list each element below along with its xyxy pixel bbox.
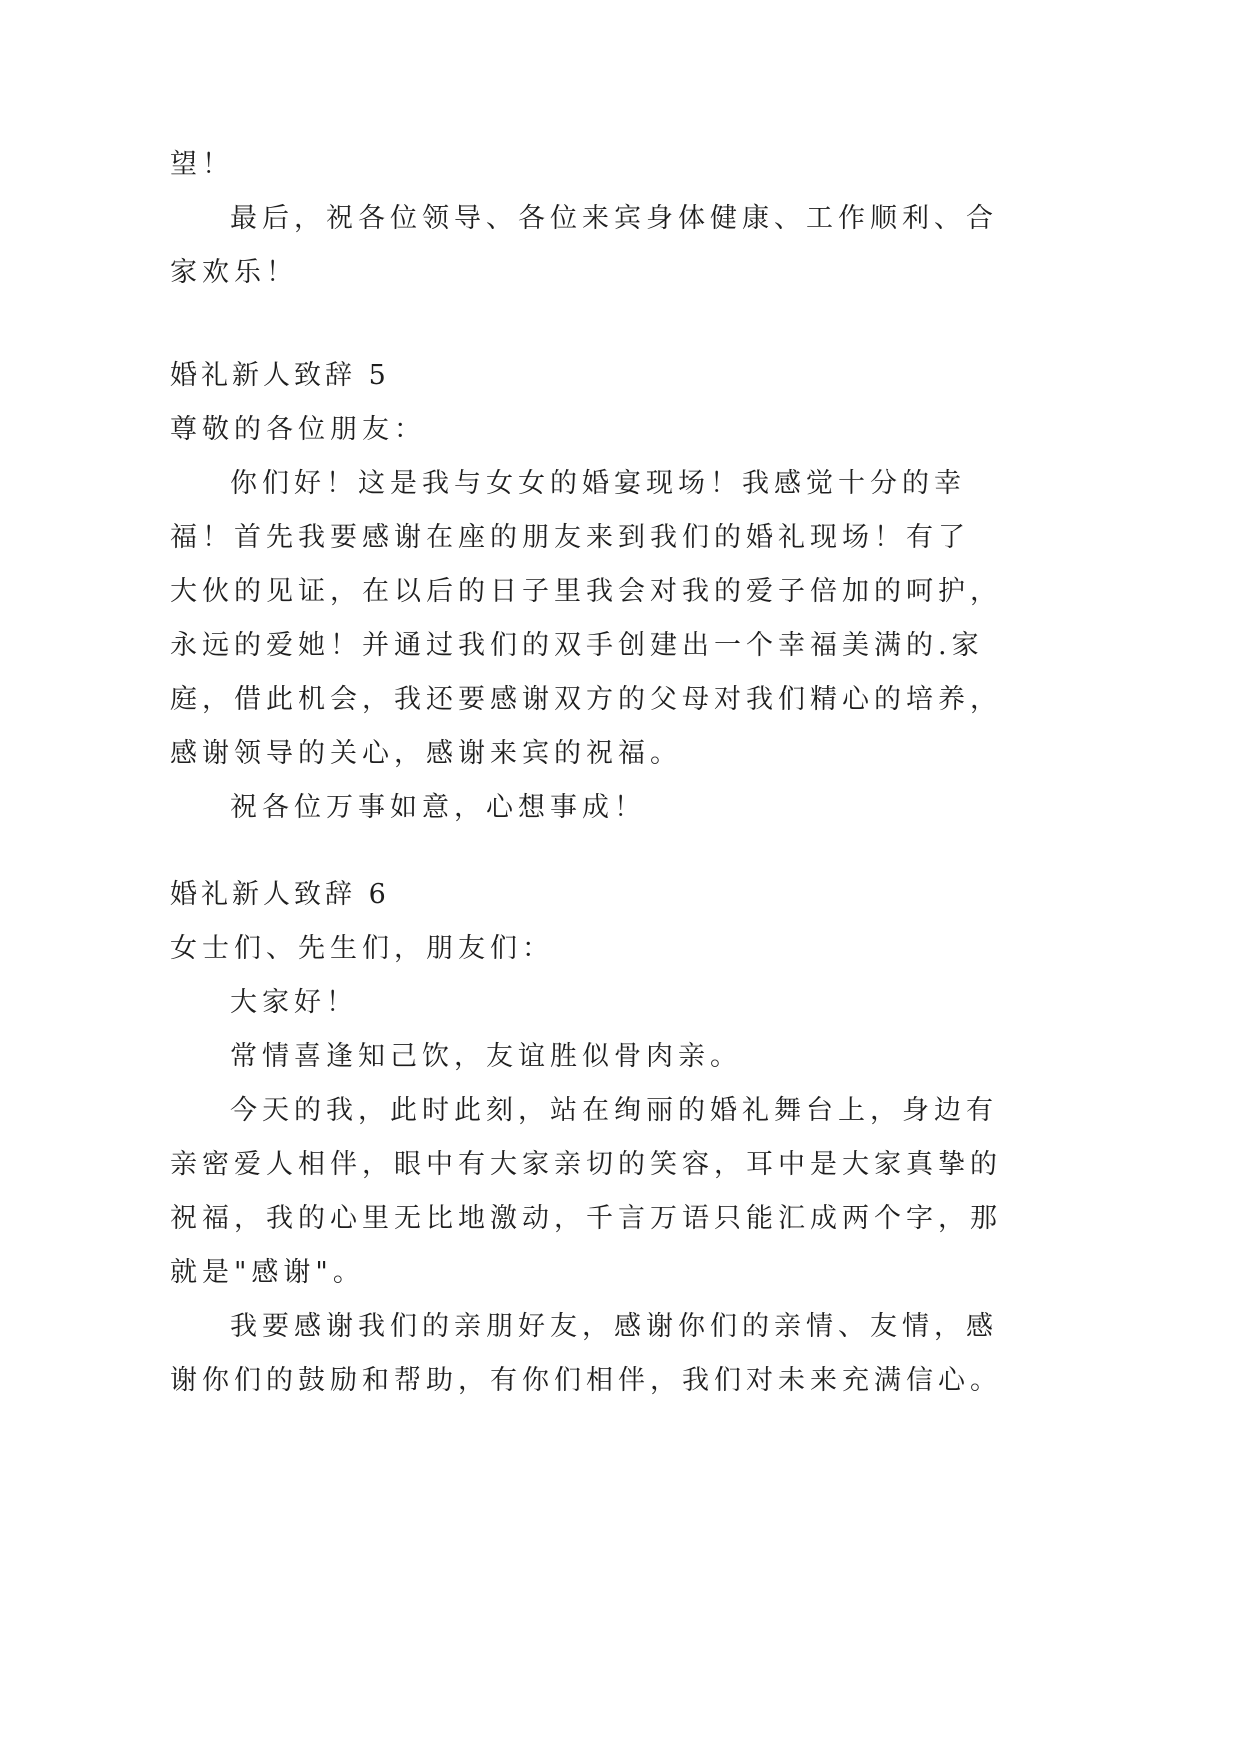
paragraph-line: 感谢领导的关心，感谢来宾的祝福。 [170,738,682,769]
salutation: 尊敬的各位朋友： [170,414,426,445]
closing-line: 最后，祝各位领导、各位来宾身体健康、工作顺利、合 [230,203,998,234]
paragraph-line: 谢你们的鼓励和帮助，有你们相伴，我们对未来充满信心。 [170,1365,1002,1396]
closing-line: 家欢乐！ [170,257,298,288]
section6 [170,868,1002,1408]
paragraph-line: 今天的我，此时此刻，站在绚丽的婚礼舞台上，身边有 [230,1095,998,1126]
paragraph-line: 亲密爱人相伴，眼中有大家亲切的笑容，耳中是大家真挚的 [170,1149,1002,1180]
paragraph-line: 祝福，我的心里无比地激动，千言万语只能汇成两个字，那 [170,1203,1002,1234]
section4-tail [170,138,998,300]
paragraph-line: 福！首先我要感谢在座的朋友来到我们的婚礼现场！有了 [170,522,970,553]
section-title: 婚礼新人致辞 5 [170,360,390,391]
salutation: 女士们、先生们，朋友们： [170,933,554,964]
paragraph-line: 就是"感谢"。 [170,1257,365,1288]
paragraph-line: 永远的爱她！并通过我们的双手创建出一个幸福美满的.家 [170,630,984,661]
greeting: 大家好！ [230,987,358,1018]
paragraph-line: 你们好！这是我与女女的婚宴现场！我感觉十分的幸 [230,468,966,499]
paragraph-line: 祝各位万事如意，心想事成！ [230,792,646,823]
section-title: 婚礼新人致辞 6 [170,879,390,910]
verse: 常情喜逢知己饮，友谊胜似骨肉亲。 [230,1041,742,1072]
paragraph-line: 大伙的见证，在以后的日子里我会对我的爱子倍加的呵护， [170,576,1002,607]
paragraph-line: 庭，借此机会，我还要感谢双方的父母对我们精心的培养， [170,684,1002,715]
section5 [170,349,1002,835]
paragraph-line: 望！ [170,149,234,180]
paragraph-line: 我要感谢我们的亲朋好友，感谢你们的亲情、友情，感 [230,1311,998,1342]
